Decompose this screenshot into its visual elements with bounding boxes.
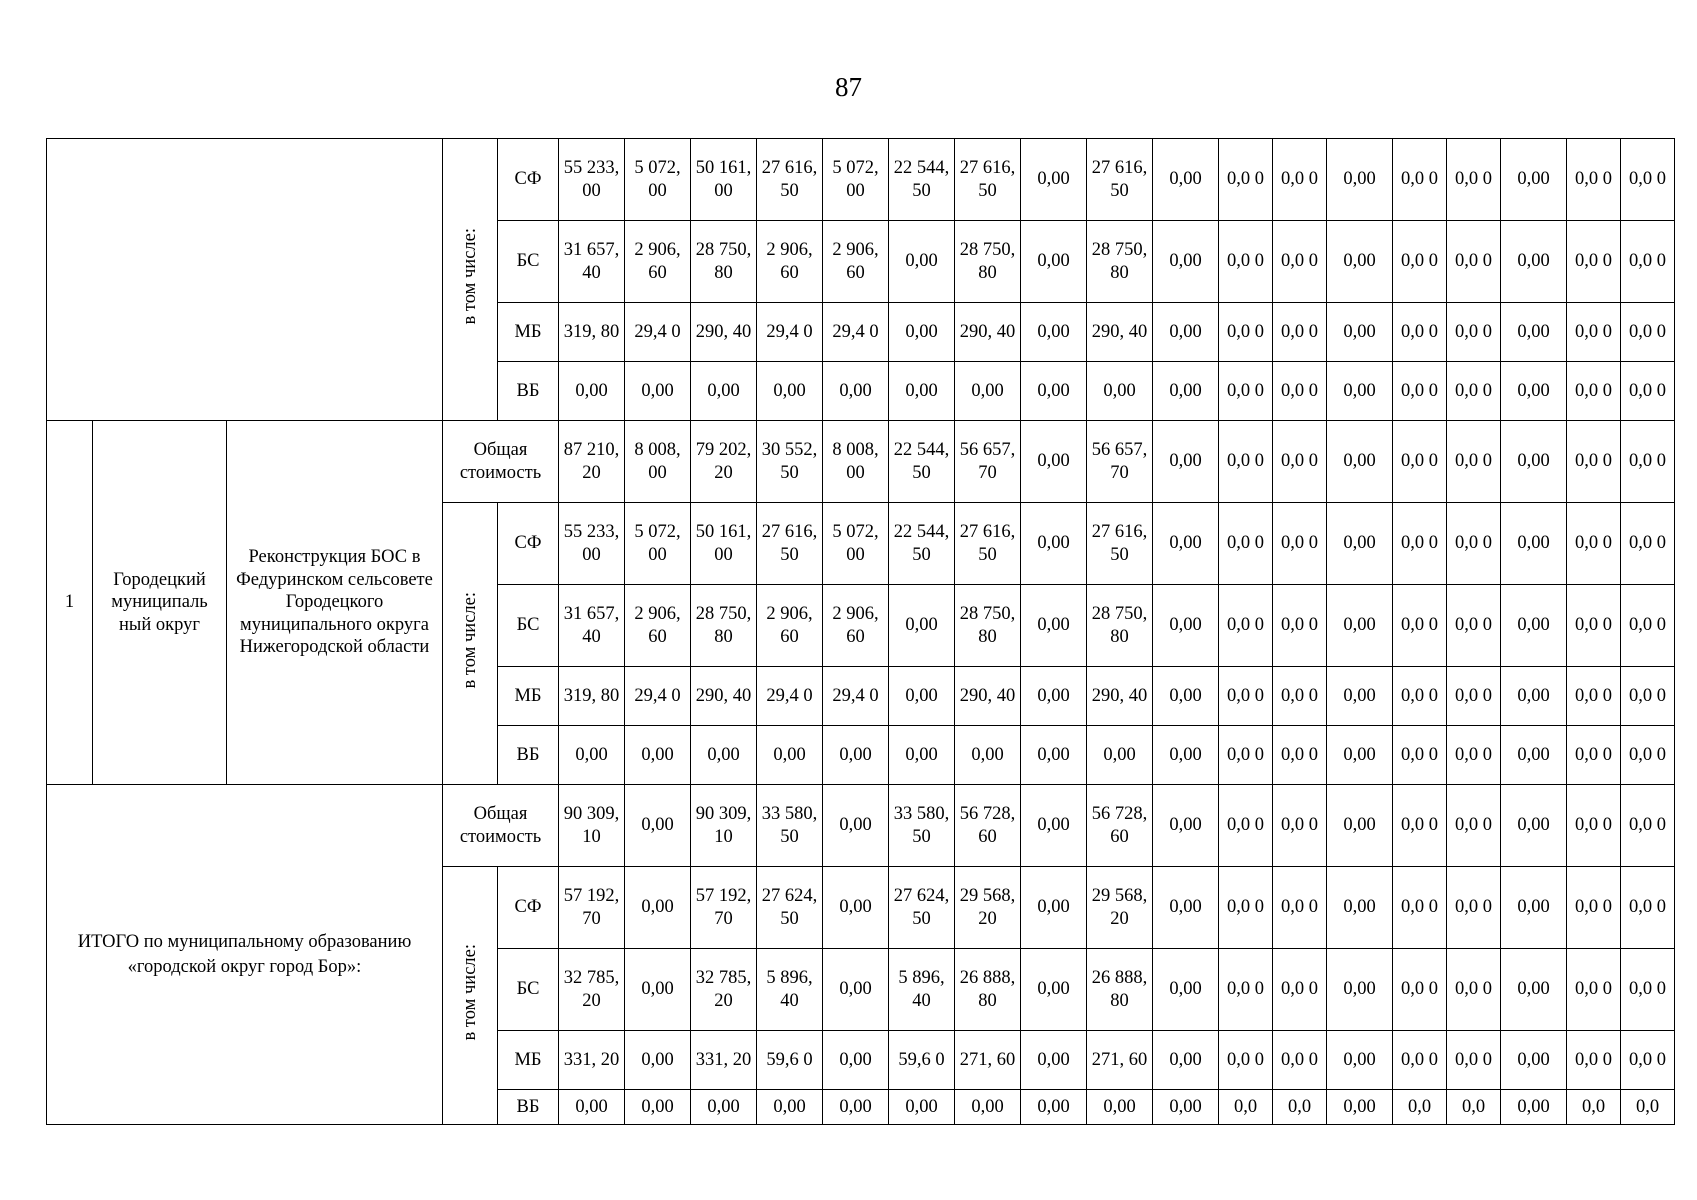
funding-source-label: МБ bbox=[498, 303, 559, 362]
value-cell: 29,4 0 bbox=[625, 667, 691, 726]
value-cell: 0,00 bbox=[889, 221, 955, 303]
value-cell: 31 657, 40 bbox=[559, 221, 625, 303]
object-name: Реконструкция БОС в Федуринском сельсовете Городецкого муниципального округа Нижегородской области bbox=[227, 421, 443, 785]
value-cell: 0,00 bbox=[559, 726, 625, 785]
value-cell: 30 552, 50 bbox=[757, 421, 823, 503]
value-cell: 0,00 bbox=[625, 1090, 691, 1125]
value-cell: 0,00 bbox=[823, 1090, 889, 1125]
itogo-label: ИТОГО по муниципальному образованию «городской округ город Бор»: bbox=[47, 785, 443, 1125]
value-cell: 0,00 bbox=[691, 726, 757, 785]
value-cell: 0,0 0 bbox=[1447, 421, 1501, 503]
value-cell: 0,0 0 bbox=[1447, 362, 1501, 421]
value-cell: 0,00 bbox=[1153, 949, 1219, 1031]
value-cell: 33 580, 50 bbox=[889, 785, 955, 867]
funding-source-label: МБ bbox=[498, 667, 559, 726]
value-cell: 0,0 0 bbox=[1567, 726, 1621, 785]
funding-source-label: СФ bbox=[498, 867, 559, 949]
value-cell: 0,00 bbox=[1501, 503, 1567, 585]
value-cell: 271, 60 bbox=[955, 1031, 1021, 1090]
value-cell: 0,00 bbox=[625, 949, 691, 1031]
value-cell: 0,00 bbox=[1327, 503, 1393, 585]
value-cell: 29,4 0 bbox=[823, 667, 889, 726]
value-cell: 0,00 bbox=[1327, 867, 1393, 949]
value-cell: 2 906, 60 bbox=[823, 221, 889, 303]
value-cell: 0,0 0 bbox=[1273, 726, 1327, 785]
value-cell: 0,0 0 bbox=[1393, 421, 1447, 503]
value-cell: 26 888, 80 bbox=[1087, 949, 1153, 1031]
value-cell: 57 192, 70 bbox=[691, 867, 757, 949]
in-total-label bbox=[443, 503, 498, 785]
in-total-label bbox=[443, 867, 498, 1125]
value-cell: 0,0 0 bbox=[1447, 1031, 1501, 1090]
value-cell: 0,00 bbox=[1021, 1090, 1087, 1125]
value-cell: 0,00 bbox=[889, 1090, 955, 1125]
value-cell: 0,00 bbox=[823, 726, 889, 785]
value-cell: 0,0 0 bbox=[1273, 585, 1327, 667]
row-number: 1 bbox=[47, 421, 93, 785]
value-cell: 22 544, 50 bbox=[889, 139, 955, 221]
value-cell: 2 906, 60 bbox=[625, 221, 691, 303]
value-cell: 0,0 0 bbox=[1219, 303, 1273, 362]
value-cell: 0,00 bbox=[1153, 503, 1219, 585]
value-cell: 0,0 0 bbox=[1273, 139, 1327, 221]
value-cell: 0,0 0 bbox=[1219, 726, 1273, 785]
value-cell: 56 728, 60 bbox=[955, 785, 1021, 867]
value-cell: 0,0 0 bbox=[1393, 585, 1447, 667]
value-cell: 0,0 0 bbox=[1393, 949, 1447, 1031]
value-cell: 0,00 bbox=[1501, 303, 1567, 362]
blank-header-area bbox=[47, 139, 443, 421]
value-cell: 0,00 bbox=[1021, 362, 1087, 421]
value-cell: 59,6 0 bbox=[757, 1031, 823, 1090]
funding-source-label: ВБ bbox=[498, 1090, 559, 1125]
value-cell: 22 544, 50 bbox=[889, 503, 955, 585]
value-cell: 0,0 0 bbox=[1567, 221, 1621, 303]
value-cell: 29,4 0 bbox=[625, 303, 691, 362]
value-cell: 0,0 bbox=[1219, 1090, 1273, 1125]
value-cell: 0,0 0 bbox=[1393, 362, 1447, 421]
page-number: 87 bbox=[835, 72, 862, 102]
value-cell: 56 728, 60 bbox=[1087, 785, 1153, 867]
value-cell: 0,0 0 bbox=[1219, 667, 1273, 726]
value-cell: 0,00 bbox=[1501, 726, 1567, 785]
value-cell: 33 580, 50 bbox=[757, 785, 823, 867]
total-cost-label: Общая стоимость bbox=[443, 421, 559, 503]
value-cell: 0,00 bbox=[1501, 421, 1567, 503]
value-cell: 0,00 bbox=[889, 667, 955, 726]
value-cell: 28 750, 80 bbox=[691, 585, 757, 667]
value-cell: 0,0 0 bbox=[1447, 726, 1501, 785]
value-cell: 0,00 bbox=[757, 726, 823, 785]
value-cell: 0,00 bbox=[823, 867, 889, 949]
in-total-label bbox=[443, 139, 498, 421]
value-cell: 0,0 0 bbox=[1393, 1031, 1447, 1090]
value-cell: 331, 20 bbox=[691, 1031, 757, 1090]
value-cell: 29,4 0 bbox=[823, 303, 889, 362]
value-cell: 0,00 bbox=[1327, 949, 1393, 1031]
value-cell: 0,0 0 bbox=[1273, 421, 1327, 503]
funding-source-label: БС bbox=[498, 221, 559, 303]
value-cell: 0,0 0 bbox=[1447, 949, 1501, 1031]
value-cell: 0,00 bbox=[1021, 421, 1087, 503]
value-cell: 0,0 0 bbox=[1273, 1031, 1327, 1090]
value-cell: 0,0 0 bbox=[1447, 221, 1501, 303]
value-cell: 0,0 0 bbox=[1621, 867, 1675, 949]
table-row bbox=[47, 785, 1675, 867]
value-cell: 0,00 bbox=[1501, 949, 1567, 1031]
value-cell: 0,00 bbox=[823, 785, 889, 867]
value-cell: 0,0 0 bbox=[1219, 867, 1273, 949]
value-cell: 0,0 0 bbox=[1273, 303, 1327, 362]
value-cell: 8 008, 00 bbox=[625, 421, 691, 503]
value-cell: 0,0 0 bbox=[1447, 139, 1501, 221]
value-cell: 57 192, 70 bbox=[559, 867, 625, 949]
value-cell: 0,00 bbox=[1153, 139, 1219, 221]
value-cell: 0,0 0 bbox=[1393, 867, 1447, 949]
value-cell: 50 161, 00 bbox=[691, 139, 757, 221]
value-cell: 0,0 0 bbox=[1219, 503, 1273, 585]
value-cell: 0,00 bbox=[625, 726, 691, 785]
value-cell: 0,00 bbox=[1153, 785, 1219, 867]
value-cell: 0,0 0 bbox=[1567, 303, 1621, 362]
funding-source-label: МБ bbox=[498, 1031, 559, 1090]
in-total-text: в том числе: bbox=[459, 592, 480, 689]
value-cell: 28 750, 80 bbox=[1087, 585, 1153, 667]
value-cell: 0,00 bbox=[1153, 362, 1219, 421]
value-cell: 0,00 bbox=[691, 1090, 757, 1125]
value-cell: 0,0 0 bbox=[1273, 785, 1327, 867]
value-cell: 0,00 bbox=[955, 1090, 1021, 1125]
financing-table bbox=[46, 138, 1675, 1125]
value-cell: 0,0 0 bbox=[1621, 1031, 1675, 1090]
value-cell: 0,00 bbox=[1327, 139, 1393, 221]
value-cell: 0,00 bbox=[625, 1031, 691, 1090]
value-cell: 331, 20 bbox=[559, 1031, 625, 1090]
funding-source-label: БС bbox=[498, 949, 559, 1031]
value-cell: 0,0 0 bbox=[1273, 667, 1327, 726]
value-cell: 0,0 0 bbox=[1447, 867, 1501, 949]
value-cell: 28 750, 80 bbox=[955, 221, 1021, 303]
municipality-name: Городецкий муниципаль ный округ bbox=[93, 421, 227, 785]
table-row bbox=[47, 421, 1675, 503]
value-cell: 0,0 0 bbox=[1621, 667, 1675, 726]
value-cell: 90 309, 10 bbox=[559, 785, 625, 867]
value-cell: 0,00 bbox=[559, 1090, 625, 1125]
value-cell: 56 657, 70 bbox=[955, 421, 1021, 503]
value-cell: 0,0 bbox=[1567, 1090, 1621, 1125]
value-cell: 0,0 0 bbox=[1567, 585, 1621, 667]
value-cell: 0,00 bbox=[1153, 867, 1219, 949]
value-cell: 319, 80 bbox=[559, 303, 625, 362]
value-cell: 0,00 bbox=[889, 362, 955, 421]
value-cell: 290, 40 bbox=[1087, 303, 1153, 362]
value-cell: 0,00 bbox=[889, 585, 955, 667]
value-cell: 27 624, 50 bbox=[757, 867, 823, 949]
value-cell: 5 072, 00 bbox=[823, 139, 889, 221]
total-cost-label: Общая стоимость bbox=[443, 785, 559, 867]
value-cell: 0,00 bbox=[1327, 221, 1393, 303]
value-cell: 5 072, 00 bbox=[625, 503, 691, 585]
value-cell: 0,0 0 bbox=[1393, 221, 1447, 303]
value-cell: 0,0 0 bbox=[1219, 949, 1273, 1031]
value-cell: 0,0 0 bbox=[1219, 1031, 1273, 1090]
value-cell: 2 906, 60 bbox=[757, 585, 823, 667]
value-cell: 0,00 bbox=[757, 1090, 823, 1125]
value-cell: 0,0 0 bbox=[1621, 421, 1675, 503]
value-cell: 59,6 0 bbox=[889, 1031, 955, 1090]
funding-source-label: ВБ bbox=[498, 726, 559, 785]
value-cell: 0,00 bbox=[625, 785, 691, 867]
funding-source-label: ВБ bbox=[498, 362, 559, 421]
value-cell: 0,0 0 bbox=[1621, 503, 1675, 585]
value-cell: 0,00 bbox=[1327, 585, 1393, 667]
value-cell: 0,00 bbox=[1501, 139, 1567, 221]
value-cell: 0,00 bbox=[1153, 303, 1219, 362]
value-cell: 8 008, 00 bbox=[823, 421, 889, 503]
value-cell: 27 624, 50 bbox=[889, 867, 955, 949]
funding-source-label: СФ bbox=[498, 503, 559, 585]
value-cell: 0,00 bbox=[1327, 785, 1393, 867]
value-cell: 0,00 bbox=[1021, 667, 1087, 726]
value-cell: 27 616, 50 bbox=[955, 139, 1021, 221]
value-cell: 0,00 bbox=[1501, 585, 1567, 667]
value-cell: 2 906, 60 bbox=[757, 221, 823, 303]
value-cell: 0,0 0 bbox=[1621, 949, 1675, 1031]
value-cell: 0,00 bbox=[1501, 362, 1567, 421]
value-cell: 0,00 bbox=[955, 726, 1021, 785]
value-cell: 0,0 0 bbox=[1567, 1031, 1621, 1090]
value-cell: 271, 60 bbox=[1087, 1031, 1153, 1090]
value-cell: 0,0 0 bbox=[1567, 503, 1621, 585]
value-cell: 0,00 bbox=[823, 362, 889, 421]
value-cell: 0,00 bbox=[1021, 867, 1087, 949]
value-cell: 0,00 bbox=[1501, 1031, 1567, 1090]
value-cell: 0,0 0 bbox=[1219, 139, 1273, 221]
value-cell: 28 750, 80 bbox=[955, 585, 1021, 667]
table-row bbox=[47, 139, 1675, 221]
value-cell: 0,0 0 bbox=[1393, 503, 1447, 585]
value-cell: 0,0 0 bbox=[1567, 362, 1621, 421]
value-cell: 0,00 bbox=[1501, 221, 1567, 303]
value-cell: 0,00 bbox=[1327, 1031, 1393, 1090]
value-cell: 5 072, 00 bbox=[625, 139, 691, 221]
value-cell: 0,0 bbox=[1273, 1090, 1327, 1125]
value-cell: 290, 40 bbox=[1087, 667, 1153, 726]
value-cell: 90 309, 10 bbox=[691, 785, 757, 867]
value-cell: 0,0 0 bbox=[1219, 362, 1273, 421]
value-cell: 55 233, 00 bbox=[559, 139, 625, 221]
value-cell: 0,0 0 bbox=[1621, 303, 1675, 362]
value-cell: 0,0 0 bbox=[1621, 362, 1675, 421]
value-cell: 0,0 0 bbox=[1621, 139, 1675, 221]
value-cell: 0,00 bbox=[1327, 362, 1393, 421]
value-cell: 0,0 0 bbox=[1447, 585, 1501, 667]
value-cell: 0,0 0 bbox=[1447, 785, 1501, 867]
value-cell: 0,00 bbox=[1087, 1090, 1153, 1125]
value-cell: 56 657, 70 bbox=[1087, 421, 1153, 503]
value-cell: 2 906, 60 bbox=[823, 585, 889, 667]
value-cell: 0,00 bbox=[1021, 726, 1087, 785]
value-cell: 0,00 bbox=[1021, 949, 1087, 1031]
value-cell: 0,0 0 bbox=[1393, 139, 1447, 221]
in-total-text: в том числе: bbox=[459, 228, 480, 325]
value-cell: 0,00 bbox=[1021, 303, 1087, 362]
value-cell: 32 785, 20 bbox=[691, 949, 757, 1031]
value-cell: 0,00 bbox=[1153, 1090, 1219, 1125]
funding-source-label: БС bbox=[498, 585, 559, 667]
value-cell: 32 785, 20 bbox=[559, 949, 625, 1031]
value-cell: 79 202, 20 bbox=[691, 421, 757, 503]
value-cell: 0,00 bbox=[1327, 303, 1393, 362]
value-cell: 0,0 0 bbox=[1567, 421, 1621, 503]
value-cell: 29 568, 20 bbox=[955, 867, 1021, 949]
value-cell: 2 906, 60 bbox=[625, 585, 691, 667]
value-cell: 0,0 0 bbox=[1219, 221, 1273, 303]
value-cell: 0,00 bbox=[1087, 726, 1153, 785]
value-cell: 0,00 bbox=[1327, 1090, 1393, 1125]
value-cell: 0,0 0 bbox=[1393, 303, 1447, 362]
value-cell: 0,00 bbox=[757, 362, 823, 421]
value-cell: 29,4 0 bbox=[757, 667, 823, 726]
value-cell: 0,0 0 bbox=[1447, 503, 1501, 585]
value-cell: 50 161, 00 bbox=[691, 503, 757, 585]
value-cell: 0,0 0 bbox=[1273, 867, 1327, 949]
value-cell: 0,00 bbox=[1021, 785, 1087, 867]
value-cell: 0,0 0 bbox=[1447, 303, 1501, 362]
value-cell: 319, 80 bbox=[559, 667, 625, 726]
value-cell: 0,0 0 bbox=[1219, 421, 1273, 503]
value-cell: 29 568, 20 bbox=[1087, 867, 1153, 949]
value-cell: 0,00 bbox=[1153, 585, 1219, 667]
value-cell: 0,0 0 bbox=[1567, 867, 1621, 949]
value-cell: 0,00 bbox=[1327, 421, 1393, 503]
value-cell: 26 888, 80 bbox=[955, 949, 1021, 1031]
value-cell: 0,00 bbox=[1153, 421, 1219, 503]
value-cell: 0,0 0 bbox=[1621, 726, 1675, 785]
value-cell: 0,00 bbox=[1153, 726, 1219, 785]
value-cell: 0,0 bbox=[1621, 1090, 1675, 1125]
value-cell: 27 616, 50 bbox=[757, 139, 823, 221]
value-cell: 0,0 0 bbox=[1567, 785, 1621, 867]
value-cell: 0,00 bbox=[1153, 1031, 1219, 1090]
value-cell: 0,0 0 bbox=[1273, 503, 1327, 585]
value-cell: 0,0 bbox=[1447, 1090, 1501, 1125]
value-cell: 5 896, 40 bbox=[757, 949, 823, 1031]
value-cell: 0,00 bbox=[625, 867, 691, 949]
value-cell: 0,00 bbox=[691, 362, 757, 421]
value-cell: 0,00 bbox=[823, 1031, 889, 1090]
value-cell: 0,00 bbox=[1501, 867, 1567, 949]
value-cell: 31 657, 40 bbox=[559, 585, 625, 667]
value-cell: 0,00 bbox=[1327, 726, 1393, 785]
value-cell: 0,00 bbox=[625, 362, 691, 421]
value-cell: 290, 40 bbox=[691, 667, 757, 726]
value-cell: 0,00 bbox=[1021, 139, 1087, 221]
value-cell: 0,00 bbox=[1021, 503, 1087, 585]
value-cell: 290, 40 bbox=[955, 667, 1021, 726]
value-cell: 28 750, 80 bbox=[1087, 221, 1153, 303]
value-cell: 0,0 0 bbox=[1393, 785, 1447, 867]
value-cell: 0,00 bbox=[1501, 785, 1567, 867]
value-cell: 55 233, 00 bbox=[559, 503, 625, 585]
value-cell: 0,00 bbox=[955, 362, 1021, 421]
value-cell: 0,00 bbox=[823, 949, 889, 1031]
value-cell: 0,0 bbox=[1393, 1090, 1447, 1125]
value-cell: 0,0 0 bbox=[1273, 949, 1327, 1031]
value-cell: 0,00 bbox=[1087, 362, 1153, 421]
value-cell: 29,4 0 bbox=[757, 303, 823, 362]
value-cell: 0,00 bbox=[1153, 221, 1219, 303]
in-total-text: в том числе: bbox=[459, 944, 480, 1041]
value-cell: 22 544, 50 bbox=[889, 421, 955, 503]
value-cell: 0,0 0 bbox=[1447, 667, 1501, 726]
value-cell: 0,00 bbox=[889, 303, 955, 362]
value-cell: 0,0 0 bbox=[1567, 667, 1621, 726]
value-cell: 0,0 0 bbox=[1567, 949, 1621, 1031]
value-cell: 0,00 bbox=[559, 362, 625, 421]
value-cell: 27 616, 50 bbox=[757, 503, 823, 585]
value-cell: 0,0 0 bbox=[1621, 585, 1675, 667]
value-cell: 290, 40 bbox=[955, 303, 1021, 362]
value-cell: 0,00 bbox=[1021, 1031, 1087, 1090]
value-cell: 27 616, 50 bbox=[955, 503, 1021, 585]
value-cell: 27 616, 50 bbox=[1087, 503, 1153, 585]
value-cell: 0,00 bbox=[1501, 667, 1567, 726]
value-cell: 0,0 0 bbox=[1621, 221, 1675, 303]
value-cell: 0,00 bbox=[1327, 667, 1393, 726]
value-cell: 0,00 bbox=[1021, 221, 1087, 303]
value-cell: 0,0 0 bbox=[1219, 585, 1273, 667]
value-cell: 27 616, 50 bbox=[1087, 139, 1153, 221]
value-cell: 0,0 0 bbox=[1567, 139, 1621, 221]
value-cell: 0,0 0 bbox=[1393, 667, 1447, 726]
funding-source-label: СФ bbox=[498, 139, 559, 221]
value-cell: 87 210, 20 bbox=[559, 421, 625, 503]
value-cell: 0,0 0 bbox=[1273, 362, 1327, 421]
value-cell: 0,00 bbox=[1501, 1090, 1567, 1125]
value-cell: 0,00 bbox=[1153, 667, 1219, 726]
value-cell: 5 072, 00 bbox=[823, 503, 889, 585]
value-cell: 0,0 0 bbox=[1621, 785, 1675, 867]
value-cell: 0,00 bbox=[1021, 585, 1087, 667]
value-cell: 0,0 0 bbox=[1273, 221, 1327, 303]
value-cell: 5 896, 40 bbox=[889, 949, 955, 1031]
value-cell: 28 750, 80 bbox=[691, 221, 757, 303]
value-cell: 290, 40 bbox=[691, 303, 757, 362]
value-cell: 0,0 0 bbox=[1393, 726, 1447, 785]
value-cell: 0,0 0 bbox=[1219, 785, 1273, 867]
value-cell: 0,00 bbox=[889, 726, 955, 785]
